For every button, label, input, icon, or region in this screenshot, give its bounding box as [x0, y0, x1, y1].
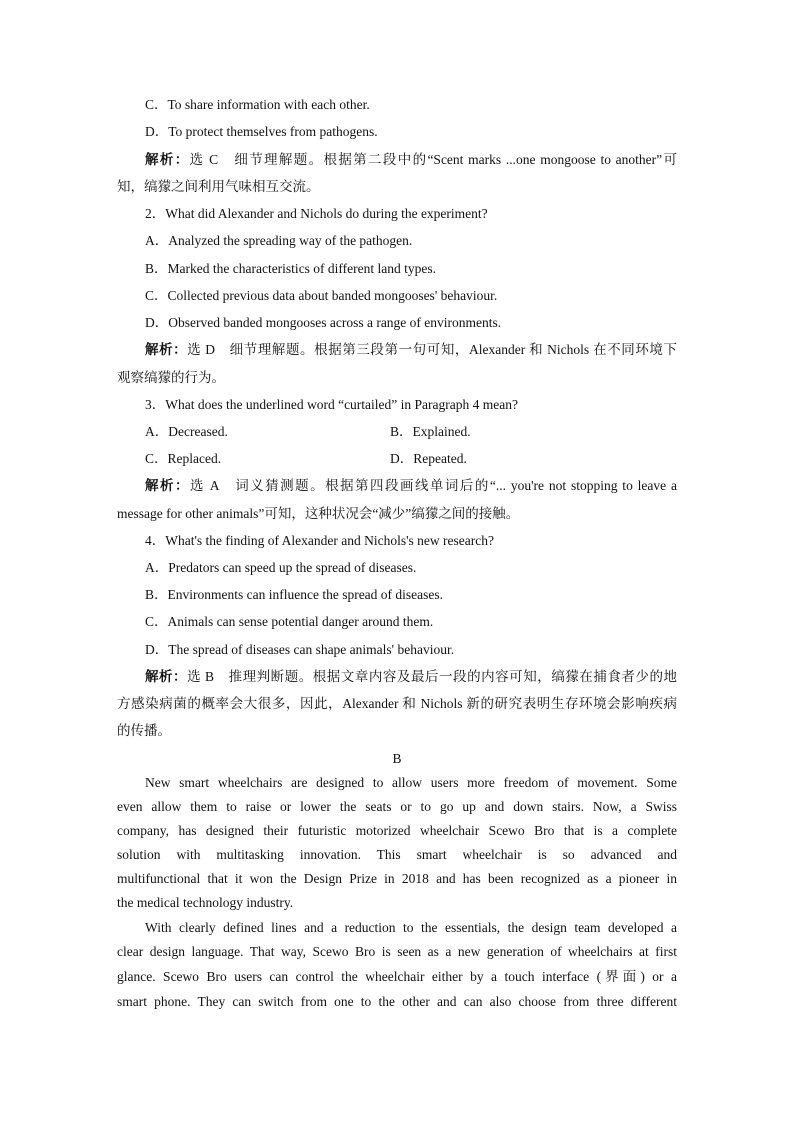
passage-b-p1-line2: even allow them to raise or lower the seats or to go up and down stairs. Now, a Swiss	[117, 799, 677, 814]
q2-analysis-line2: 观察缟獴的行为。	[117, 370, 225, 385]
passage-b-p2-line4: smart phone. They can switch from one to the other and can also choose from three different	[117, 994, 677, 1009]
passage-b-p2-line3: glance. Scewo Bro users can control the wheelchair either by a touch interface (界面) or a	[117, 969, 677, 984]
analysis-label: 解析：	[145, 478, 190, 493]
q3-analysis-line1: 解析：选 A 词义猜测题。根据第四段画线单词后的“... you're not stopping to leave a	[145, 478, 677, 493]
q3-option-b: B．Explained.	[390, 424, 471, 439]
q3-option-c: C．Replaced.	[145, 451, 222, 466]
q4-option-c: C．Animals can sense potential danger around them.	[145, 614, 434, 629]
q1-option-c: C．To share information with each other.	[145, 97, 370, 112]
q2-option-b: B．Marked the characteristics of different land types.	[145, 261, 437, 276]
q3-analysis-line2: message for other animals”可知，这种状况会“减少”缟獴之间的接触。	[117, 506, 520, 521]
q2-option-a: A．Analyzed the spreading way of the pathogen.	[145, 233, 413, 248]
q2-option-d: D．Observed banded mongooses across a range of environments.	[145, 315, 502, 330]
q4-question: 4．What's the finding of Alexander and Nichols's new research?	[145, 533, 495, 548]
q1-analysis-line2: 知，缟獴之间利用气味相互交流。	[117, 179, 320, 194]
passage-b-p1-line4: solution with multitasking innovation. This smart wheelchair is so advanced and	[117, 847, 677, 862]
passage-b-p1-line3: company, has designed their futuristic motorized wheelchair Scewo Bro that is a complete	[117, 823, 677, 838]
q2-option-c: C．Collected previous data about banded mongooses' behaviour.	[145, 288, 498, 303]
q2-analysis-line1: 解析：选 D 细节理解题。根据第三段第一句可知，Alexander 和 Nichols 在不同环境下	[145, 342, 678, 357]
q4-analysis-line3: 的传播。	[117, 723, 171, 738]
passage-b-p2-line1: With clearly defined lines and a reduction to the essentials, the design team developed a	[145, 920, 677, 935]
q3-question: 3．What does the underlined word “curtailed” in Paragraph 4 mean?	[145, 397, 518, 412]
passage-b-p2-line2: clear design language. That way, Scewo Bro is seen as a new generation of wheelchairs at first	[117, 944, 677, 959]
q2-question: 2．What did Alexander and Nichols do during the experiment?	[145, 206, 488, 221]
q4-option-a: A．Predators can speed up the spread of diseases.	[145, 560, 417, 575]
q3-option-a: A．Decreased.	[145, 424, 228, 439]
analysis-label: 解析：	[145, 669, 188, 684]
q4-option-b: B．Environments can influence the spread of diseases.	[145, 587, 444, 602]
analysis-label: 解析：	[145, 342, 188, 357]
passage-b-p1-line6: the medical technology industry.	[117, 895, 294, 910]
q4-analysis-line1: 解析：选 B 推理判断题。根据文章内容及最后一段的内容可知，缟獴在捕食者少的地	[145, 669, 677, 684]
analysis-label: 解析：	[145, 152, 190, 167]
passage-b-heading: B	[392, 751, 402, 766]
passage-b-p1-line5: multifunctional that it won the Design Prize in 2018 and has been recognized as a pioneer in	[117, 871, 677, 886]
q3-option-d: D．Repeated.	[390, 451, 467, 466]
passage-b-p1-line1: New smart wheelchairs are designed to allow users more freedom of movement. Some	[145, 775, 677, 790]
q4-analysis-line2: 方感染病菌的概率会大很多，因此，Alexander 和 Nichols 新的研究表明生存环境会影响疾病	[117, 696, 677, 711]
q1-option-d: D．To protect themselves from pathogens.	[145, 124, 378, 139]
q1-analysis-line1: 解析：选 C 细节理解题。根据第二段中的“Scent marks ...one mongoose to another”可	[145, 152, 677, 167]
q4-option-d: D．The spread of diseases can shape animals' behaviour.	[145, 642, 455, 657]
